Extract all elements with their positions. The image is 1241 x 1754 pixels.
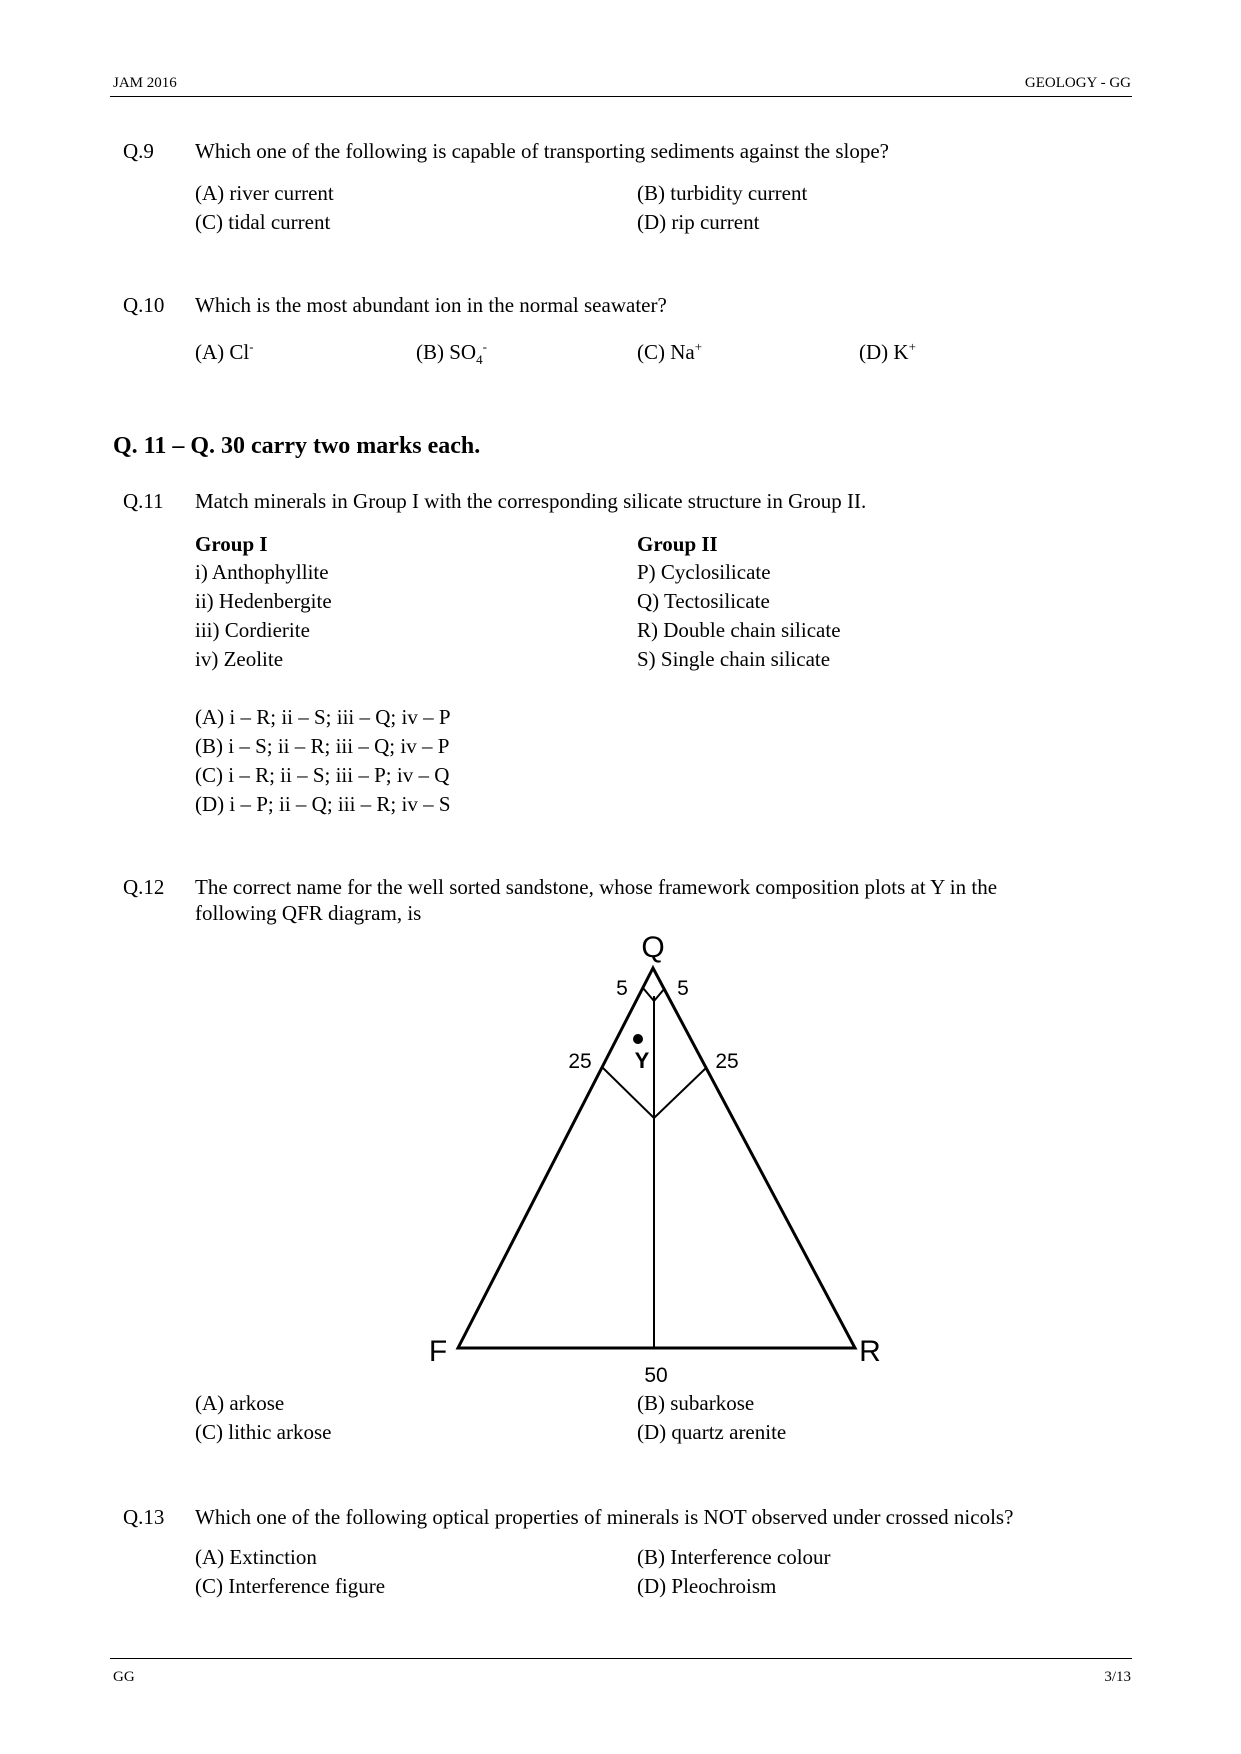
- label-5-left: 5: [616, 977, 628, 1000]
- q13-option-a: (A) Extinction: [195, 1545, 317, 1569]
- q9-option-d: (D) rip current: [637, 210, 760, 234]
- group-1-item: ii) Hedenbergite: [195, 589, 332, 613]
- q13-option-b: (B) Interference colour: [637, 1545, 831, 1569]
- q13-option-c: (C) Interference figure: [195, 1574, 386, 1598]
- question-11-number: Q.11: [123, 489, 164, 513]
- point-y-label: Y: [634, 1048, 650, 1073]
- question-9-text: Which one of the following is capable of transporting sediments against the slope?: [195, 139, 889, 163]
- group-1-item: iii) Cordierite: [195, 618, 310, 642]
- apex-q-label: Q: [641, 931, 665, 964]
- label-25-left: 25: [568, 1050, 592, 1073]
- group-1-item: iv) Zeolite: [195, 647, 284, 671]
- question-12-text-line-2: following QFR diagram, is: [195, 901, 422, 925]
- apex-r-label: R: [859, 1335, 881, 1368]
- question-13-number: Q.13: [123, 1505, 165, 1529]
- point-y-marker: [633, 1034, 643, 1044]
- header-paper-name: GEOLOGY - GG: [1024, 75, 1131, 91]
- label-5-right: 5: [677, 977, 689, 1000]
- group-2-title: Group II: [637, 532, 718, 556]
- q9-option-a: (A) river current: [195, 181, 334, 205]
- q9-option-c: (C) tidal current: [195, 210, 331, 234]
- q13-option-d: (D) Pleochroism: [637, 1574, 777, 1598]
- q11-option-b: (B) i – S; ii – R; iii – Q; iv – P: [195, 734, 450, 758]
- q11-option-a: (A) i – R; ii – S; iii – Q; iv – P: [195, 705, 451, 729]
- question-10-text: Which is the most abundant ion in the normal seawater?: [195, 293, 667, 317]
- apex-f-label: F: [428, 1335, 448, 1368]
- q10-option-a: (A) Cl-: [195, 339, 254, 364]
- question-11-text: Match minerals in Group I with the corresponding silicate structure in Group II.: [195, 489, 867, 513]
- q10-option-c: (C) Na+: [637, 339, 703, 364]
- footer-paper-code: GG: [113, 1669, 135, 1685]
- group-2-item: P) Cyclosilicate: [637, 560, 771, 584]
- q11-option-c: (C) i – R; ii – S; iii – P; iv – Q: [195, 763, 450, 787]
- question-12-number: Q.12: [123, 875, 165, 899]
- q12-option-b: (B) subarkose: [637, 1391, 755, 1415]
- q9-option-b: (B) turbidity current: [637, 181, 808, 205]
- section-heading: Q. 11 – Q. 30 carry two marks each.: [113, 433, 481, 459]
- group-1-item: i) Anthophyllite: [195, 560, 329, 584]
- q12-option-d: (D) quartz arenite: [637, 1420, 787, 1444]
- q10-option-d: (D) K+: [859, 339, 916, 364]
- question-10-number: Q.10: [123, 293, 165, 317]
- q12-option-c: (C) lithic arkose: [195, 1420, 332, 1444]
- label-50: 50: [644, 1364, 668, 1387]
- q11-option-d: (D) i – P; ii – Q; iii – R; iv – S: [195, 792, 451, 816]
- question-9-number: Q.9: [123, 139, 154, 163]
- footer-page-number: 3/13: [1104, 1669, 1131, 1685]
- q12-option-a: (A) arkose: [195, 1391, 285, 1415]
- qfr-triangle: [458, 968, 855, 1348]
- header-exam-title: JAM 2016: [113, 75, 177, 91]
- group-1-title: Group I: [195, 532, 268, 556]
- question-13-text: Which one of the following optical properties of minerals is NOT observed under crossed nicols?: [195, 1505, 1014, 1529]
- q10-option-b: (B) $SO_4^-$: [416, 339, 487, 368]
- group-2-item: Q) Tectosilicate: [637, 589, 770, 613]
- label-25-right: 25: [715, 1050, 739, 1073]
- question-12-text-line-1: The correct name for the well sorted sandstone, whose framework composition plots at Y in the: [195, 875, 998, 899]
- footer-rule: [110, 1658, 1132, 1659]
- group-2-item: R) Double chain silicate: [637, 618, 841, 642]
- group-2-item: S) Single chain silicate: [637, 647, 831, 671]
